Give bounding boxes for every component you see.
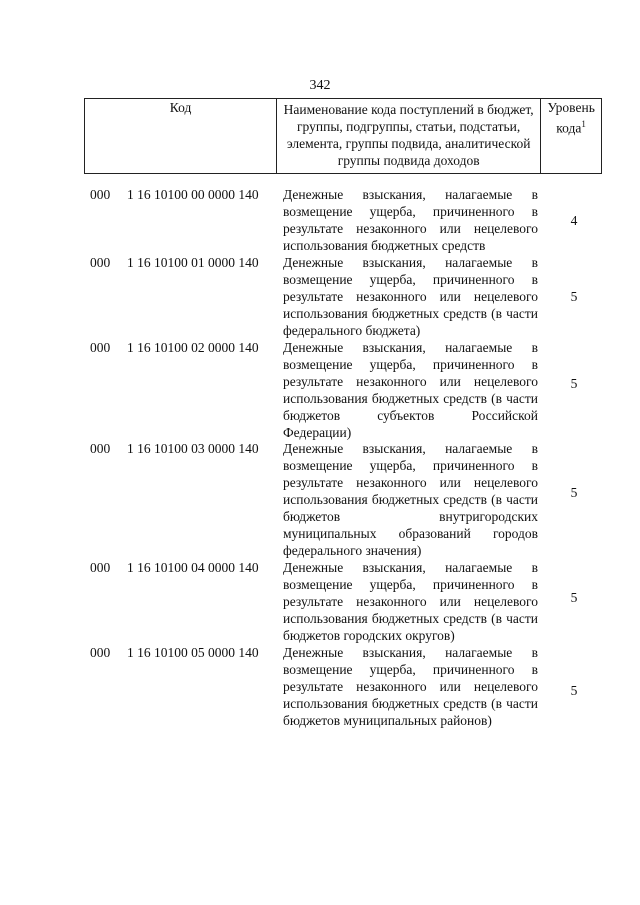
table-body [0, 186, 640, 746]
page-number: 342 [309, 78, 331, 93]
table-row [0, 339, 640, 440]
code-level: 4 [570, 213, 578, 228]
admin-code: 000 [90, 441, 111, 456]
code-level: 5 [570, 485, 578, 500]
income-code: 1 16 10100 05 0000 140 [127, 645, 259, 660]
income-code: 1 16 10100 01 0000 140 [127, 255, 259, 270]
income-name: Денежные взыскания, налагаемые в возмещение ущерба, причиненного в результате незаконного или нецелевого использования бюджетных средств (в части бюджетов городских округов) [283, 560, 538, 643]
header-level [541, 99, 602, 174]
table-row [0, 440, 640, 559]
code-level: 5 [570, 590, 578, 605]
admin-code: 000 [90, 645, 111, 660]
income-code: 1 16 10100 00 0000 140 [127, 187, 259, 202]
table-header [84, 98, 602, 174]
income-name: Денежные взыскания, налагаемые в возмещение ущерба, причиненного в результате незаконного или нецелевого использования бюджетных средств (в части бюджетов субъектов Российской Федерации) [283, 340, 538, 440]
income-name: Денежные взыскания, налагаемые в возмещение ущерба, причиненного в результате незаконного или нецелевого использования бюджетных средств (в части бюджетов внутригородских муниципальных образований городов федерального значения) [283, 441, 538, 558]
admin-code: 000 [90, 187, 111, 202]
admin-code: 000 [90, 340, 111, 355]
code-level: 5 [570, 683, 578, 698]
header-level-label: Уровень кода [547, 100, 595, 136]
table-row [0, 254, 640, 339]
income-code: 1 16 10100 02 0000 140 [127, 340, 259, 355]
table-row [0, 644, 640, 746]
income-code: 1 16 10100 03 0000 140 [127, 441, 259, 456]
header-code: Код [85, 99, 277, 174]
header-level-footnote: 1 [581, 119, 586, 129]
header-name: Наименование кода поступлений в бюджет, группы, подгруппы, статьи, подстатьи, элемента, группы подвида, аналитической группы подвида доходов [277, 99, 541, 174]
income-name: Денежные взыскания, налагаемые в возмещение ущерба, причиненного в результате незаконного или нецелевого использования бюджетных средств (в части федерального бюджета) [283, 255, 538, 338]
admin-code: 000 [90, 560, 111, 575]
income-name: Денежные взыскания, налагаемые в возмещение ущерба, причиненного в результате незаконного или нецелевого использования бюджетных средств (в части бюджетов муниципальных районов) [283, 645, 538, 728]
code-level: 5 [570, 376, 578, 391]
admin-code: 000 [90, 255, 111, 270]
income-code: 1 16 10100 04 0000 140 [127, 560, 259, 575]
code-level: 5 [570, 289, 578, 304]
income-name: Денежные взыскания, налагаемые в возмещение ущерба, причиненного в результате незаконного или нецелевого использования бюджетных средств [283, 187, 538, 253]
table-row [0, 559, 640, 644]
table-row [0, 186, 640, 254]
